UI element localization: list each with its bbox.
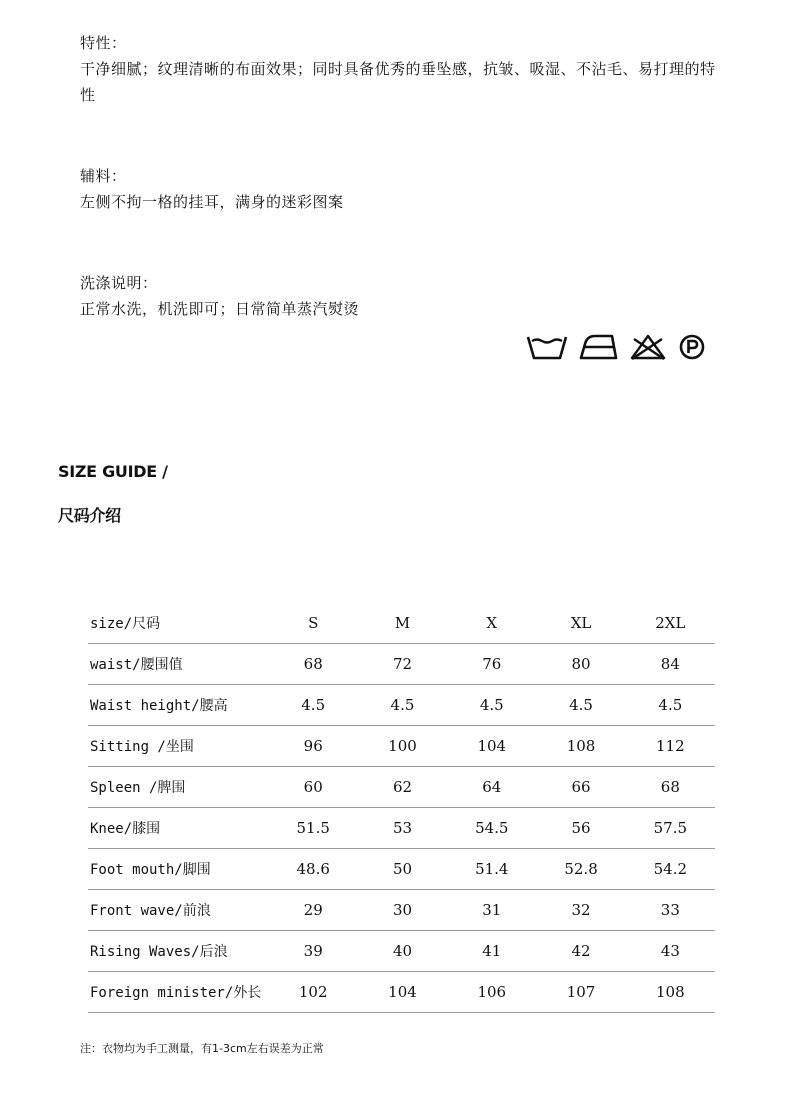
- row-label: waist/腰围值: [88, 644, 269, 685]
- table-cell: 4.5: [626, 685, 715, 726]
- table-cell: 32: [536, 890, 625, 931]
- header-cell: X: [447, 603, 536, 644]
- table-cell: 96: [269, 726, 358, 767]
- table-cell: 4.5: [358, 685, 447, 726]
- wash-tub-icon: [526, 332, 576, 362]
- row-label: Front wave/前浪: [88, 890, 269, 931]
- trims-text: 左侧不拘一格的挂耳，满身的迷彩图案: [80, 193, 344, 211]
- table-row: [88, 972, 715, 1013]
- table-cell: 100: [358, 726, 447, 767]
- care-icons-row: [526, 332, 726, 362]
- row-label: Foreign minister/外长: [88, 972, 269, 1013]
- row-label: Sitting /坐围: [88, 726, 269, 767]
- table-cell: 50: [358, 849, 447, 890]
- no-bleach-icon: [626, 332, 676, 362]
- table-cell: 76: [447, 644, 536, 685]
- table-cell: 72: [358, 644, 447, 685]
- table-cell: 4.5: [447, 685, 536, 726]
- header-cell: XL: [536, 603, 625, 644]
- table-cell: 102: [269, 972, 358, 1013]
- row-label: Knee/膝围: [88, 808, 269, 849]
- table-cell: 29: [269, 890, 358, 931]
- table-cell: 108: [536, 726, 625, 767]
- table-cell: 51.4: [447, 849, 536, 890]
- table-cell: 40: [358, 931, 447, 972]
- size-table-header: [88, 603, 715, 644]
- table-cell: 60: [269, 767, 358, 808]
- table-cell: 104: [447, 726, 536, 767]
- dry-clean-p-icon: [676, 332, 726, 362]
- table-cell: 52.8: [536, 849, 625, 890]
- table-cell: 41: [447, 931, 536, 972]
- table-row: [88, 849, 715, 890]
- table-cell: 39: [269, 931, 358, 972]
- size-guide-title-en: SIZE GUIDE /: [58, 462, 168, 481]
- table-cell: 33: [626, 890, 715, 931]
- table-cell: 68: [626, 767, 715, 808]
- table-cell: 64: [447, 767, 536, 808]
- table-cell: 84: [626, 644, 715, 685]
- table-cell: 107: [536, 972, 625, 1013]
- measurement-note: 注：衣物均为手工测量，有1-3cm左右误差为正常: [80, 1042, 324, 1055]
- table-cell: 53: [358, 808, 447, 849]
- table-cell: 54.5: [447, 808, 536, 849]
- table-row: [88, 726, 715, 767]
- table-cell: 4.5: [269, 685, 358, 726]
- wash-label: 洗涤说明：: [80, 274, 158, 292]
- row-label: Waist height/腰高: [88, 685, 269, 726]
- table-cell: 80: [536, 644, 625, 685]
- size-table: [88, 603, 715, 1013]
- table-row: [88, 644, 715, 685]
- table-cell: 51.5: [269, 808, 358, 849]
- features-text: 干净细腻；纹理清晰的布面效果；同时具备优秀的垂坠感，抗皱、吸湿、不沾毛、易打理的特性: [80, 60, 716, 104]
- table-cell: 108: [626, 972, 715, 1013]
- features-section: [80, 30, 720, 108]
- table-cell: 68: [269, 644, 358, 685]
- table-cell: 42: [536, 931, 625, 972]
- wash-text: 正常水洗，机洗即可；日常简单蒸汽熨烫: [80, 300, 360, 318]
- table-cell: 48.6: [269, 849, 358, 890]
- header-cell: S: [269, 603, 358, 644]
- wash-section: [80, 270, 720, 322]
- table-cell: 56: [536, 808, 625, 849]
- table-cell: 66: [536, 767, 625, 808]
- table-row: [88, 890, 715, 931]
- table-cell: 4.5: [536, 685, 625, 726]
- table-cell: 106: [447, 972, 536, 1013]
- table-cell: 112: [626, 726, 715, 767]
- features-label: 特性：: [80, 34, 127, 52]
- table-cell: 30: [358, 890, 447, 931]
- table-row: [88, 808, 715, 849]
- table-row: [88, 767, 715, 808]
- table-cell: 104: [358, 972, 447, 1013]
- table-cell: 43: [626, 931, 715, 972]
- header-cell: M: [358, 603, 447, 644]
- header-cell: 2XL: [626, 603, 715, 644]
- table-row: [88, 931, 715, 972]
- size-guide-title-cn: 尺码介绍: [58, 506, 121, 525]
- trims-section: [80, 163, 720, 215]
- table-cell: 31: [447, 890, 536, 931]
- table-cell: 54.2: [626, 849, 715, 890]
- table-row: [88, 685, 715, 726]
- table-cell: 57.5: [626, 808, 715, 849]
- trims-label: 辅料：: [80, 167, 127, 185]
- row-label: Foot mouth/脚围: [88, 849, 269, 890]
- table-cell: 62: [358, 767, 447, 808]
- header-cell: size/尺码: [88, 603, 269, 644]
- row-label: Spleen /脾围: [88, 767, 269, 808]
- tumble-dry-icon: [576, 332, 626, 362]
- row-label: Rising Waves/后浪: [88, 931, 269, 972]
